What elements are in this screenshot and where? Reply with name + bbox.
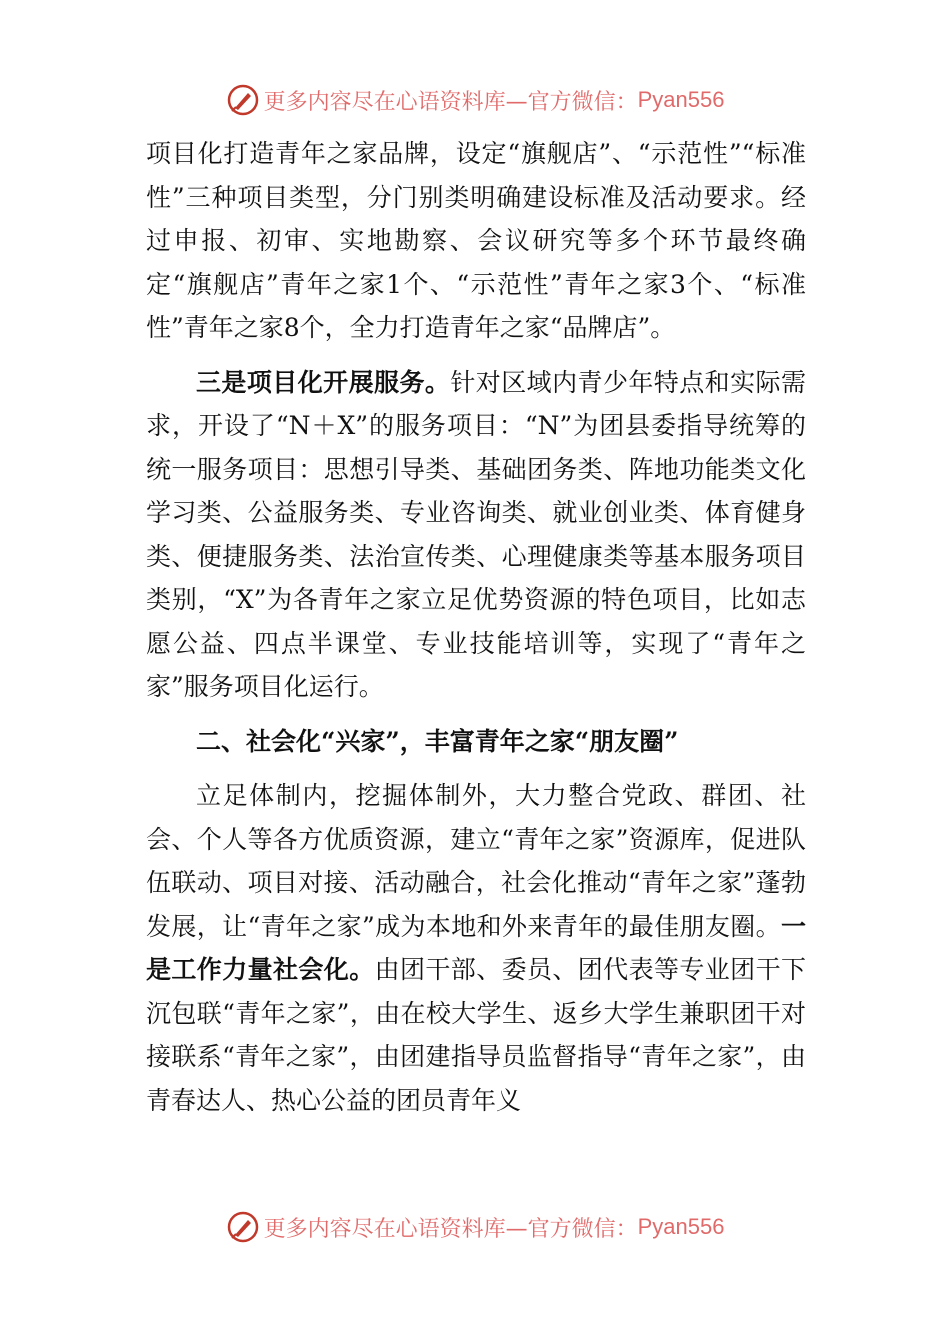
paragraph-text: 针对区域内青少年特点和实际需求，开设了“N＋X”的服务项目：“N”为团县委指导统筹的统一服务项目：思想引导类、基础团务类、阵地功能类文化学习类、公益服务类、专业咨询类、就业创业类、体育健身类、便捷服务类、法治宣传类、心理健康类等基本服务项目类别，“X”为各青年之家立足优势资源的特色项目，比如志愿公益、四点半课堂、专业技能培训等，实现了“青年之家”服务项目化运行。 (146, 367, 806, 701)
banner-site-text: 更多内容尽在心语资料库—官方微信： (263, 1216, 638, 1242)
paragraph-lead-bold: 一是工作力量社会化。 (146, 911, 806, 984)
footer-watermark-banner (0, 1207, 950, 1247)
document-body (146, 132, 806, 1122)
section-heading: 二、社会化“兴家”，丰富青年之家“朋友圈” (196, 726, 679, 756)
paragraph-socialization (146, 774, 806, 1122)
paragraph-lead-bold: 三是项目化开展服务。 (196, 367, 451, 397)
banner-wechat-id: Pyan556 (637, 87, 725, 112)
paragraph-text: 立足体制内，挖掘体制外，大力整合党政、群团、社会、个人等各方优质资源，建立“青年之家”资源库，促进队伍联动、项目对接、活动融合，社会化推动“青年之家”蓬勃发展，让“青年之家”成为本地和外来青年的最佳朋友圈。 (146, 781, 806, 941)
pen-nib-circle-icon (226, 83, 260, 117)
paragraph-project-service (146, 361, 806, 709)
banner-wechat-id: Pyan556 (637, 1214, 725, 1239)
header-watermark-banner (0, 80, 950, 120)
banner-site-text: 更多内容尽在心语资料库—官方微信： (263, 89, 638, 115)
paragraph-text: 由团干部、委员、团代表等专业团干下沉包联“青年之家”，由在校大学生、返乡大学生兼职团干对接联系“青年之家”，由团建指导员监督指导“青年之家”，由青春达人、热心公益的团员青年义 (146, 955, 806, 1115)
paragraph-project-brand: 项目化打造青年之家品牌，设定“旗舰店”、“示范性”“标准性”三种项目类型，分门别类明确建设标准及活动要求。经过申报、初审、实地勘察、会议研究等多个环节最终确定“旗舰店”青年之家1个、“示范性”青年之家3个、“标准性”青年之家8个，全力打造青年之家“品牌店”。 (146, 139, 806, 342)
pen-nib-circle-icon (226, 1210, 260, 1244)
